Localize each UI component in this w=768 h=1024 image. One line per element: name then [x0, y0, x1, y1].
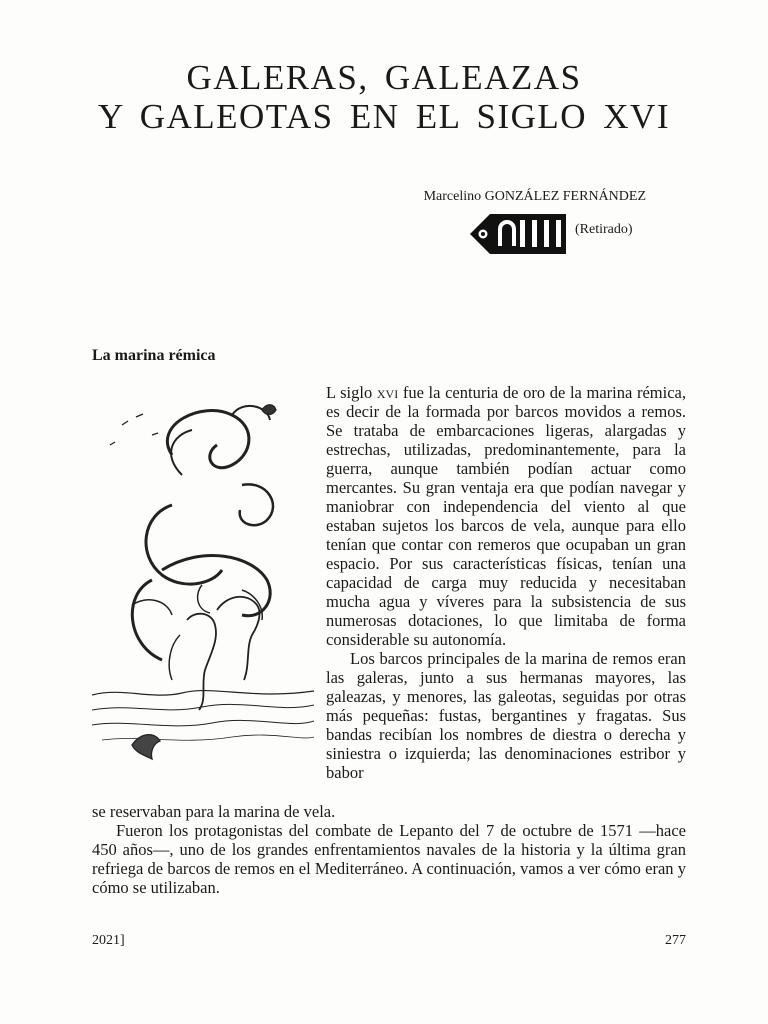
paragraph-1-lead: L siglo [326, 383, 377, 402]
section-heading: La marina rémica [92, 347, 216, 364]
paragraph-3: Fueron los protagonistas del combate de Lepanto del 7 de octubre de 1571 —hace 450 años—, uno de los grandes enfrentamientos navales de la historia y la última gran refriega de barcos de remos en el Mediterráneo. A continuación, vamos a ver cómo eran y cómo se utilizaban. [92, 821, 686, 897]
paragraph-2-continuation: se reservaban para la marina de vela. [92, 802, 336, 821]
century-roman-numeral: xvi [376, 383, 399, 402]
paragraph-2: Los barcos principales de la marina de remos eran las galeras, junto a sus hermanas mayores, las galeazas, y menores, las galeotas, seguidas por otras más pequeñas: fustas, bergantines y fragatas. Sus bandas recibían los nombres de diestra o derecha y siniestra o izquierda; las denominaciones estribor y babor [326, 649, 686, 782]
body-text-full-width [92, 802, 686, 897]
author-name: Marcelino GONZÁLEZ FERNÁNDEZ [423, 189, 646, 204]
paragraph-1 [326, 383, 686, 649]
ornamental-letter-e-with-mermaids-illustration [92, 395, 314, 775]
article-title-line-1: GALERAS, GALEAZAS [186, 58, 582, 97]
footer-year: 2021] [92, 933, 125, 948]
author-status: (Retirado) [575, 222, 633, 237]
article-title-line-2: Y GALEOTAS EN EL SIGLO XVI [97, 97, 670, 136]
paragraph-1-body: fue la centuria de oro de la marina rémica, es decir de la formada por barcos movidos a remos. Se trataba de embarcaciones ligeras, alargadas y estrechas, utilizadas, predominantemente, para la guerra, aunque también podían actuar como mercantes. Su gran ventaja era que podían navegar y maniobrar con independencia del viento al que estaban sujetos los barcos de vela, aunque para ello tenían que contar con remeros que ocupaban un gran espacio. Por sus características físicas, tenían una capacidad de carga muy reducida y necesitaban mucha agua y víveres para la subsistencia de sus numerosas dotaciones, lo que limitaba de forma considerable su autonomía. [326, 383, 686, 649]
navy-rank-insignia-icon [470, 214, 566, 254]
page-number: 277 [665, 933, 686, 948]
article-title [0, 58, 768, 136]
body-text-right-column [326, 383, 686, 782]
